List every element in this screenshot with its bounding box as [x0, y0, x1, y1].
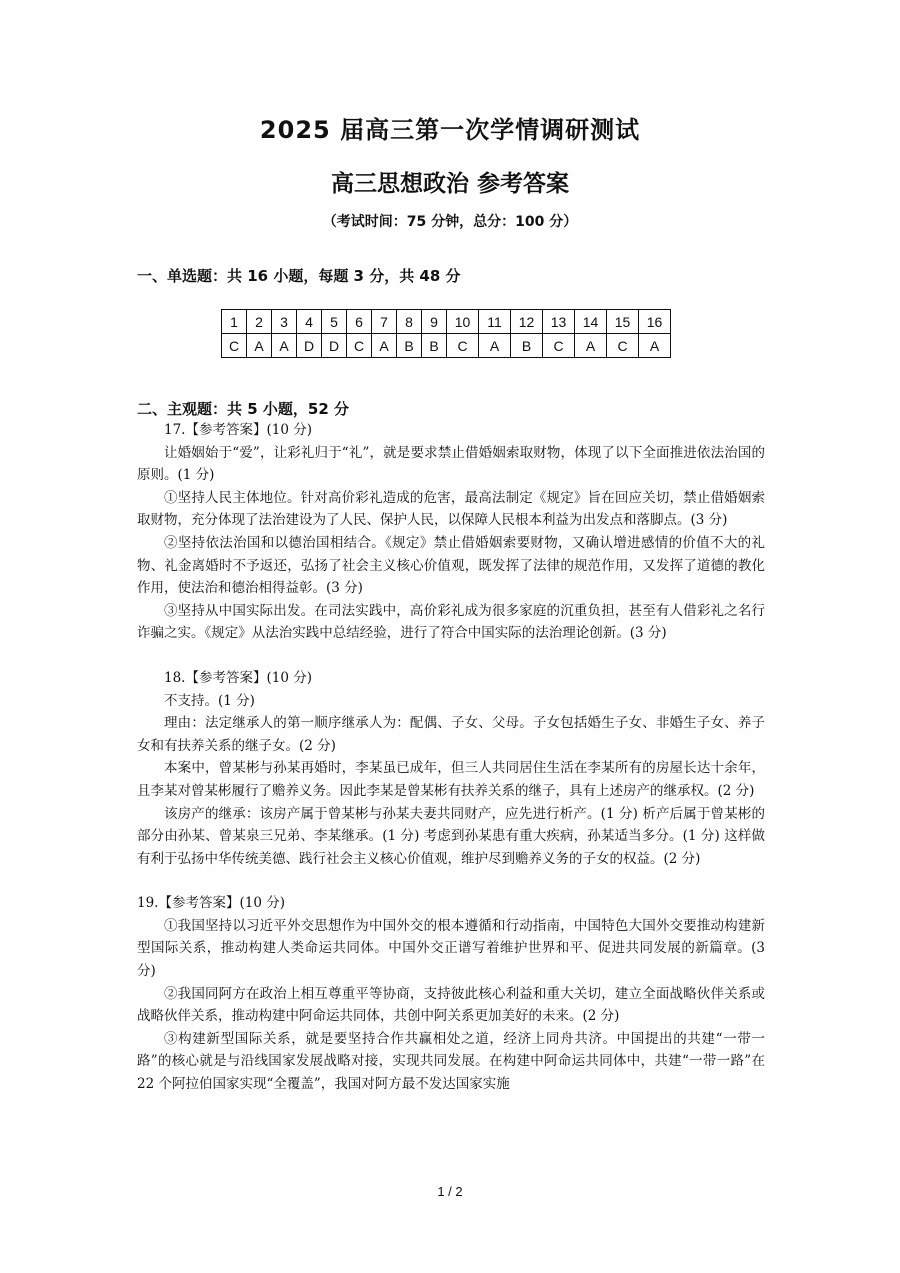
q18-paragraph: 本案中，曾某彬与孙某再婚时，李某虽已成年，但三人共同居住生活在李某所有的房屋长达十余年，且李某对曾某彬履行了赡养义务。因此李某是曾某彬有扶养关系的继子，具有上述房产的继承权。(2 分)	[137, 760, 765, 799]
q-answer: A	[575, 334, 607, 358]
q-answer: A	[247, 334, 272, 358]
q19-heading: 19.【参考答案】(10 分)	[137, 895, 285, 912]
q18-paragraph: 该房产的继承：该房产属于曾某彬与孙某夫妻共同财产，应先进行析产。(1 分) 析产后属于曾某彬的部分由孙某、曾某泉三兄弟、李某继承。(1 分) 考虑到孙某患有重大疾病，孙某适当多分。(1 分) 这样做有利于弘扬中华传统美德、践行社会主义核心价值观，维护尽到赡养义务的子女的权益。(2 分)	[137, 805, 765, 867]
q-answer: C	[222, 334, 247, 358]
section2-heading: 二、主观题：共 5 小题，52 分	[137, 400, 349, 418]
q-number: 4	[297, 310, 322, 334]
q17-paragraph: ③坚持从中国实际出发。在司法实践中，高价彩礼成为很多家庭的沉重负担，甚至有人借彩礼之名行诈骗之实。《规定》从法治实践中总结经验，进行了符合中国实际的法治理论创新。(3 分)	[137, 602, 765, 642]
exam-subtitle: 高三思想政治 参考答案	[330, 171, 569, 197]
q17-heading: 17.【参考答案】(10 分)	[164, 422, 312, 438]
q-number: 10	[447, 310, 479, 334]
q19-paragraph: ②我国同阿方在政治上相互尊重平等协商，支持彼此核心利益和重大关切，建立全面战略伙伴关系或战略伙伴关系，推动构建中阿命运共同体，共创中阿关系更加美好的未来。(2 分)	[137, 985, 765, 1025]
q-number: 3	[272, 310, 297, 334]
q17-paragraph: ①坚持人民主体地位。针对高价彩礼造成的危害，最高法制定《规定》旨在回应关切，禁止借婚姻索取财物，充分体现了法治建设为了人民、保护人民，以保障人民根本利益为出发点和落脚点。(3 分)	[137, 489, 765, 529]
q-number: 11	[479, 310, 511, 334]
q-number: 2	[247, 310, 272, 334]
q-answer: A	[479, 334, 511, 358]
q18-paragraph: 理由：法定继承人的第一顺序继承人为：配偶、子女、父母。子女包括婚生子女、非婚生子女、养子女和有扶养关系的继子女。(2 分)	[137, 715, 765, 754]
q17-paragraph: 让婚姻始于“爱”，让彩礼归于“礼”，就是要求禁止借婚姻索取财物，体现了以下全面推进依法治国的原则。(1 分)	[137, 444, 765, 484]
q-answer: D	[322, 334, 347, 358]
page-number: 1 / 2	[437, 1184, 463, 1199]
q-answer: B	[511, 334, 543, 358]
q-answer: D	[297, 334, 322, 358]
answer-body	[137, 419, 765, 1096]
q-answer: B	[422, 334, 447, 358]
q-answer: A	[639, 334, 671, 358]
q18-paragraph: 不支持。(1 分)	[164, 692, 255, 709]
q19-paragraph: ①我国坚持以习近平外交思想作为中国外交的根本遵循和行动指南，中国特色大国外交要推动构建新型国际关系，推动构建人类命运共同体。中国外交正谱写着维护世界和平、促进共同发展的新篇章。(3 分)	[137, 917, 765, 980]
exam-info: （考试时间：75 分钟，总分：100 分）	[322, 214, 578, 230]
q-number: 5	[322, 310, 347, 334]
q-number: 7	[372, 310, 397, 334]
q-answer: C	[607, 334, 639, 358]
q-number: 14	[575, 310, 607, 334]
q-answer: C	[447, 334, 479, 358]
answer-table	[221, 309, 671, 358]
answer-table-number-row	[222, 310, 671, 334]
q-answer: B	[397, 334, 422, 358]
q-number: 16	[639, 310, 671, 334]
q-answer: C	[347, 334, 372, 358]
q-answer: A	[372, 334, 397, 358]
section1-heading: 一、单选题：共 16 小题，每题 3 分，共 48 分	[137, 267, 461, 285]
q17-paragraph: ②坚持依法治国和以德治国相结合。《规定》禁止借婚姻索要财物，又确认增进感情的价值不大的礼物、礼金离婚时不予返还，弘扬了社会主义核心价值观，既发挥了法律的规范作用，又发挥了道德的教化作用，使法治和德治相得益彰。(3 分)	[137, 534, 765, 597]
q-number: 1	[222, 310, 247, 334]
q-number: 9	[422, 310, 447, 334]
q-number: 12	[511, 310, 543, 334]
q-answer: C	[543, 334, 575, 358]
q-number: 13	[543, 310, 575, 334]
exam-title: 2025 届高三第一次学情调研测试	[259, 116, 641, 144]
answer-table-answer-row	[222, 334, 671, 358]
q19-paragraph: ③构建新型国际关系，就是要坚持合作共赢相处之道，经济上同舟共济。中国提出的共建“一带一路”的核心就是与沿线国家发展战略对接，实现共同发展。在构建中阿命运共同体中，共建“一带一路”在 22 个阿拉伯国家实现“全覆盖”，我国对阿方最不发达国家实施	[137, 1030, 765, 1093]
q-number: 6	[347, 310, 372, 334]
q-number: 15	[607, 310, 639, 334]
q-answer: A	[272, 334, 297, 358]
q-number: 8	[397, 310, 422, 334]
q18-heading: 18.【参考答案】(10 分)	[164, 669, 312, 686]
